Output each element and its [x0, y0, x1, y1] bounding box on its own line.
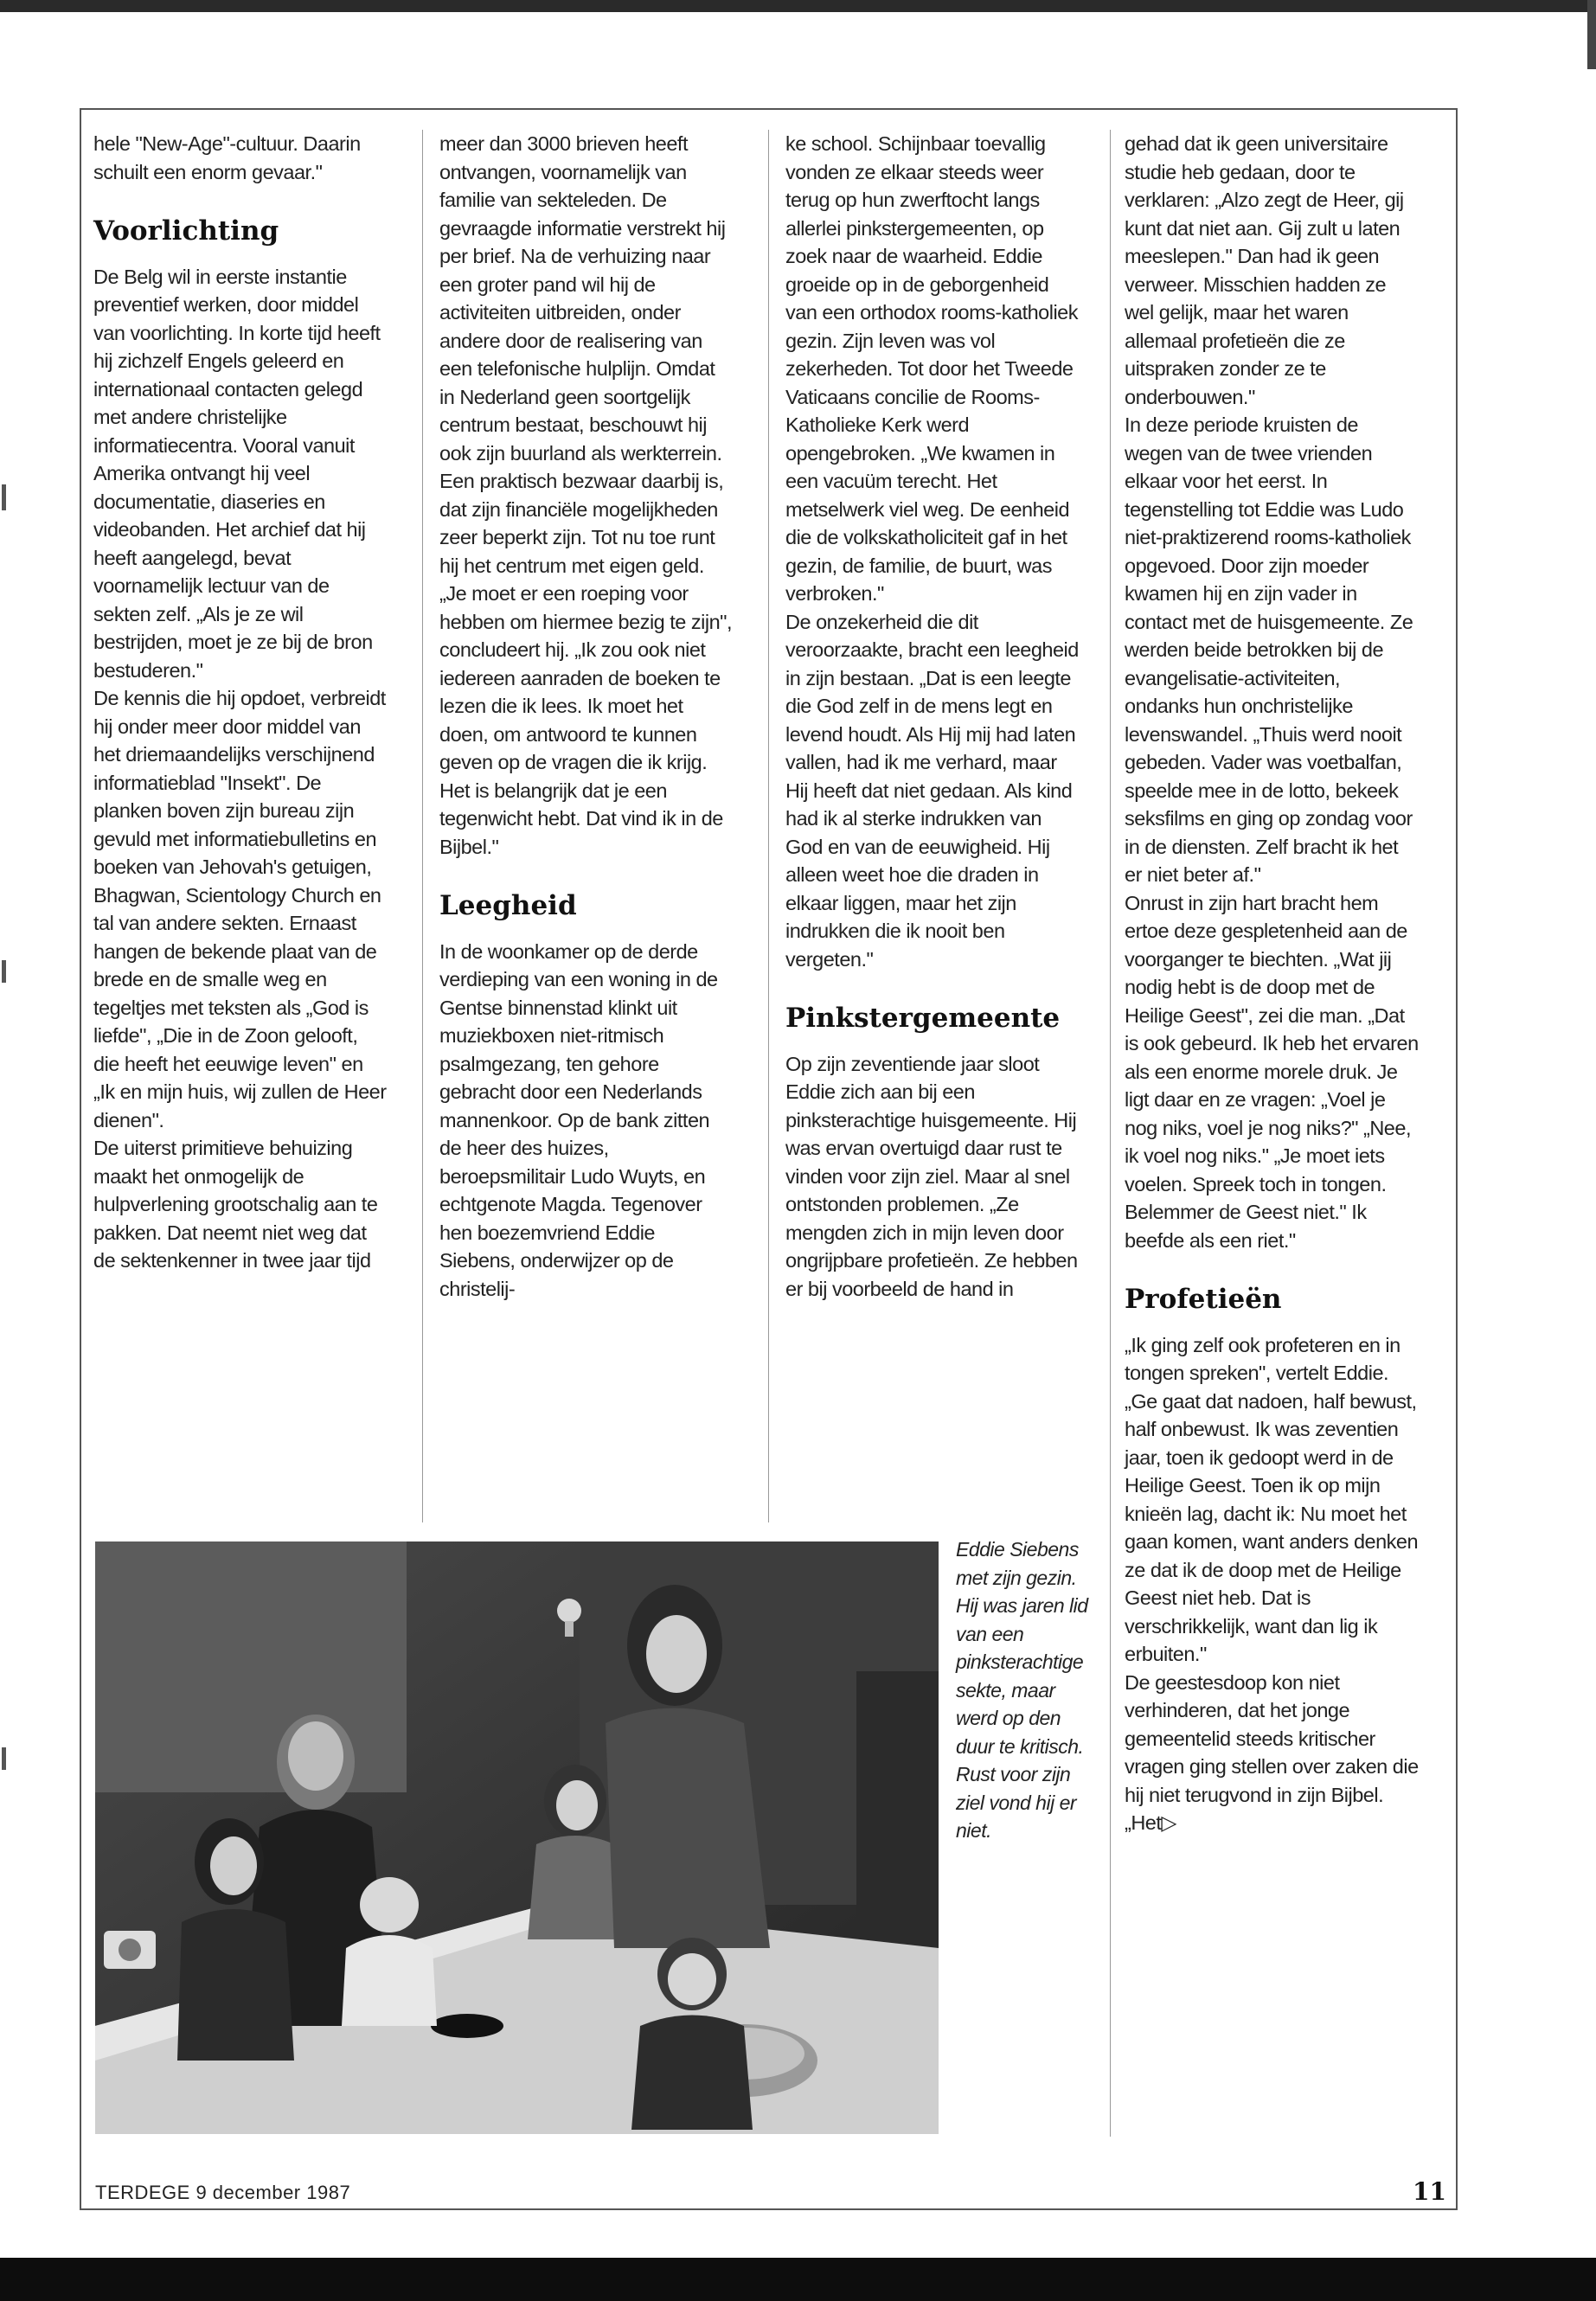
- column-divider: [768, 130, 769, 1522]
- paragraph: gehad dat ik geen universitaire studie heb gedaan, door te verklaren: „Alzo zegt de Heer, gij kunt dat niet aan. Gij zult u laten meeslepen." Dan had ik geen verweer. Misschien hadden ze wel gelijk, maar het waren allemaal profetieën die ze uitspraken zonder ze te onderbouwen.": [1125, 132, 1404, 408]
- photo-caption: Eddie Siebens met zijn gezin. Hij was jaren lid van een pinksterachtige sekte, maar werd op den duur te kritisch. Rust voor zijn ziel vond hij er niet.: [956, 1538, 1088, 1842]
- paragraph: „Ik ging zelf ook profeteren en in tongen spreken", vertelt Eddie. „Ge gaat dat nadoen, half bewust, half onbewust. Ik was zeventien jaar, toen ik gedoopt werd in de Heilige Geest. Toen ik op mijn knieën lag, dacht ik: Nu moet het gaan komen, want anders denken ze dat ik de doop met de Heilige Geest niet heb. Dat is verschrikkelijk, want dan lig ik erbuiten.": [1125, 1333, 1419, 1665]
- column-divider: [1110, 130, 1111, 2137]
- page-number: 11: [1413, 2177, 1446, 2206]
- margin-mark: [2, 484, 6, 510]
- section-heading-leegheid: Leegheid: [439, 890, 577, 921]
- paragraph: De uiterst primitieve behuizing maakt het onmogelijk de hulpverlening grootschalig aan te pakken. Dat neemt niet weg dat de sektenkenner in twee jaar tijd: [93, 1137, 378, 1272]
- article-column-2: [439, 130, 734, 1303]
- paragraph: De onzekerheid die dit veroorzaakte, bracht een leegheid in zijn bestaan. „Dat is een leegte die God zelf in de mens legt en levend houdt. Als Hij mij had laten vallen, had ik me verhard, maar Hij heeft dat niet gedaan. Als kind had ik al sterke indrukken van God en van de eeuwigheid. Hij alleen weet hoe die draden in elkaar liggen, maar het zijn indrukken die ik nooit ben vergeten.": [785, 610, 1079, 971]
- family-photo: [95, 1541, 939, 2134]
- paragraph: Op zijn zeventiende jaar sloot Eddie zich aan bij een pinksterachtige huisgemeente. Hij was ervan overtuigd daar rust te vinden voor zijn ziel. Maar al snel ontstonden problemen. „Ze mengden zich in mijn leven door ongrijpbare profetieën. Ze hebben er bij voorbeeld de hand in: [785, 1052, 1078, 1300]
- right-scan-edge: [1587, 0, 1596, 69]
- paragraph: De Belg wil in eerste instantie preventief werken, door middel van voorlichting. In korte tijd heeft hij zichzelf Engels geleerd en internationaal contacten gelegd met andere christelijke informatiecentra. Vooral vanuit Amerika ontvangt hij veel documentatie, diaseries en videobanden. Het archief dat hij heeft aangelegd, bevat voornamelijk lectuur van de sekten zelf. „Als je ze wil bestrijden, moet je ze bij de bron bestuderen.": [93, 265, 381, 682]
- paragraph: In de woonkamer op de derde verdieping van een woning in de Gentse binnenstad klinkt uit muziekboxen niet-ritmisch psalmgezang, ten gehore gebracht door een Nederlands mannenkoor. Op de bank zitten de heer des huizes, beroepsmilitair Ludo Wuyts, en echtgenote Magda. Tegenover hen boezemvriend Eddie Siebens, onderwijzer op de christelij-: [439, 939, 718, 1300]
- section-heading-pinkstergemeente: Pinkstergemeente: [785, 1003, 1061, 1034]
- footer-publication: TERDEGE 9 december 1987: [95, 2182, 351, 2203]
- section-heading-profetieen: Profetieën: [1125, 1284, 1282, 1315]
- article-column-4: [1125, 130, 1419, 1837]
- paragraph: Onrust in zijn hart bracht hem ertoe deze gespletenheid aan de voorganger te biechten. „Wat jij nodig hebt is de doop met de Heilige Geest", zei die man. „Dat is ook gebeurd. Ik heb het ervaren als een enorme morele druk. Je ligt daar en ze vragen: „Voel je nog niks, voel je nog niks?" „Nee, ik voel nog niks." „Je moet iets voelen. Spreek toch in tongen. Belemmer de Geest niet." Ik beefde als een riet.": [1125, 891, 1419, 1252]
- paragraph: „Je moet er een roeping voor hebben om hiermee bezig te zijn", concludeert hij. „Ik zou ook niet iedereen aanraden de boeken te lezen die ik lees. Ik moet het doen, om antwoord te kunnen geven op de vragen die ik krijg. Het is belangrijk dat je een tegenwicht hebt. Dat vind ik in de Bijbel.": [439, 582, 733, 858]
- article-column-1: [93, 130, 388, 1275]
- article-column-3: [785, 130, 1080, 1303]
- paragraph: meer dan 3000 brieven heeft ontvangen, voornamelijk van familie van sekteleden. De gevraagde informatie verstrekt hij per brief. Na de verhuizing naar een groter pand wil hij de activiteiten uitbreiden, onder andere door de realisering van een telefonische hulplijn. Omdat in Nederland geen soortgelijk centrum bestaat, beschouwt hij ook zijn buurland als werkterrein. Een praktisch bezwaar daarbij is, dat zijn financiële mogelijkheden zeer beperkt zijn. Tot nu toe runt hij het centrum met eigen geld.: [439, 132, 726, 577]
- paragraph-text: De geestesdoop kon niet verhinderen, dat het jonge gemeentelid steeds kritischer vragen ging stellen over zaken die hij niet terugvond in zijn Bijbel. „Het: [1125, 1670, 1419, 1834]
- paragraph: hele "New-Age"-cultuur. Daarin schuilt een enorm gevaar.": [93, 132, 361, 183]
- family-photo-illustration: [95, 1541, 939, 2134]
- continue-arrow-icon: ▷: [1161, 1811, 1176, 1834]
- margin-mark: [2, 960, 6, 983]
- paragraph: ke school. Schijnbaar toevallig vonden ze elkaar steeds weer terug op hun zwerftocht langs allerlei pinkstergemeenten, op zoek naar de waarheid. Eddie groeide op in de geborgenheid van een orthodox rooms-katholiek gezin. Zijn leven was vol zekerheden. Tot door het Tweede Vaticaans concilie de Rooms-Katholieke Kerk werd opengebroken. „We kwamen in een vacuüm terecht. Het metselwerk viel weg. De eenheid die de volkskatholiciteit gaf in het gezin, de familie, de buurt, was verbroken.": [785, 132, 1079, 605]
- section-heading-voorlichting: Voorlichting: [93, 215, 279, 247]
- top-scan-edge: [0, 0, 1596, 12]
- margin-mark: [2, 1747, 6, 1770]
- paragraph: De kennis die hij opdoet, verbreidt hij onder meer door middel van het driemaandelijks verschijnend informatieblad "Insekt". De planken boven zijn bureau zijn gevuld met informatiebulletins en boeken van Jehovah's getuigen, Bhagwan, Scientology Church en tal van andere sekten. Ernaast hangen de bekende plaat van de brede en de smalle weg en tegeltjes met teksten als „God is liefde", „Die in de Zoon gelooft, die heeft het eeuwige leven" en „Ik en mijn huis, wij zullen de Heer dienen".: [93, 687, 387, 1131]
- bottom-scan-edge: [0, 2258, 1596, 2301]
- column-divider: [422, 130, 423, 1522]
- paragraph: [1125, 1669, 1419, 1837]
- paragraph: In deze periode kruisten de wegen van de twee vrienden elkaar voor het eerst. In tegenstelling tot Eddie was Ludo niet-praktizerend rooms-katholiek opgevoed. Door zijn moeder kwamen hij en zijn vader in contact met de huisgemeente. Ze werden beide betrokken bij de evangelisatie-activiteiten, ondanks hun onchristelijke levenswandel. „Thuis werd nooit gebeden. Vader was voetbalfan, speelde mee in de lotto, bekeek seksfilms en ging op zondag voor in de diensten. Zelf bracht ik het er niet beter af.": [1125, 413, 1413, 886]
